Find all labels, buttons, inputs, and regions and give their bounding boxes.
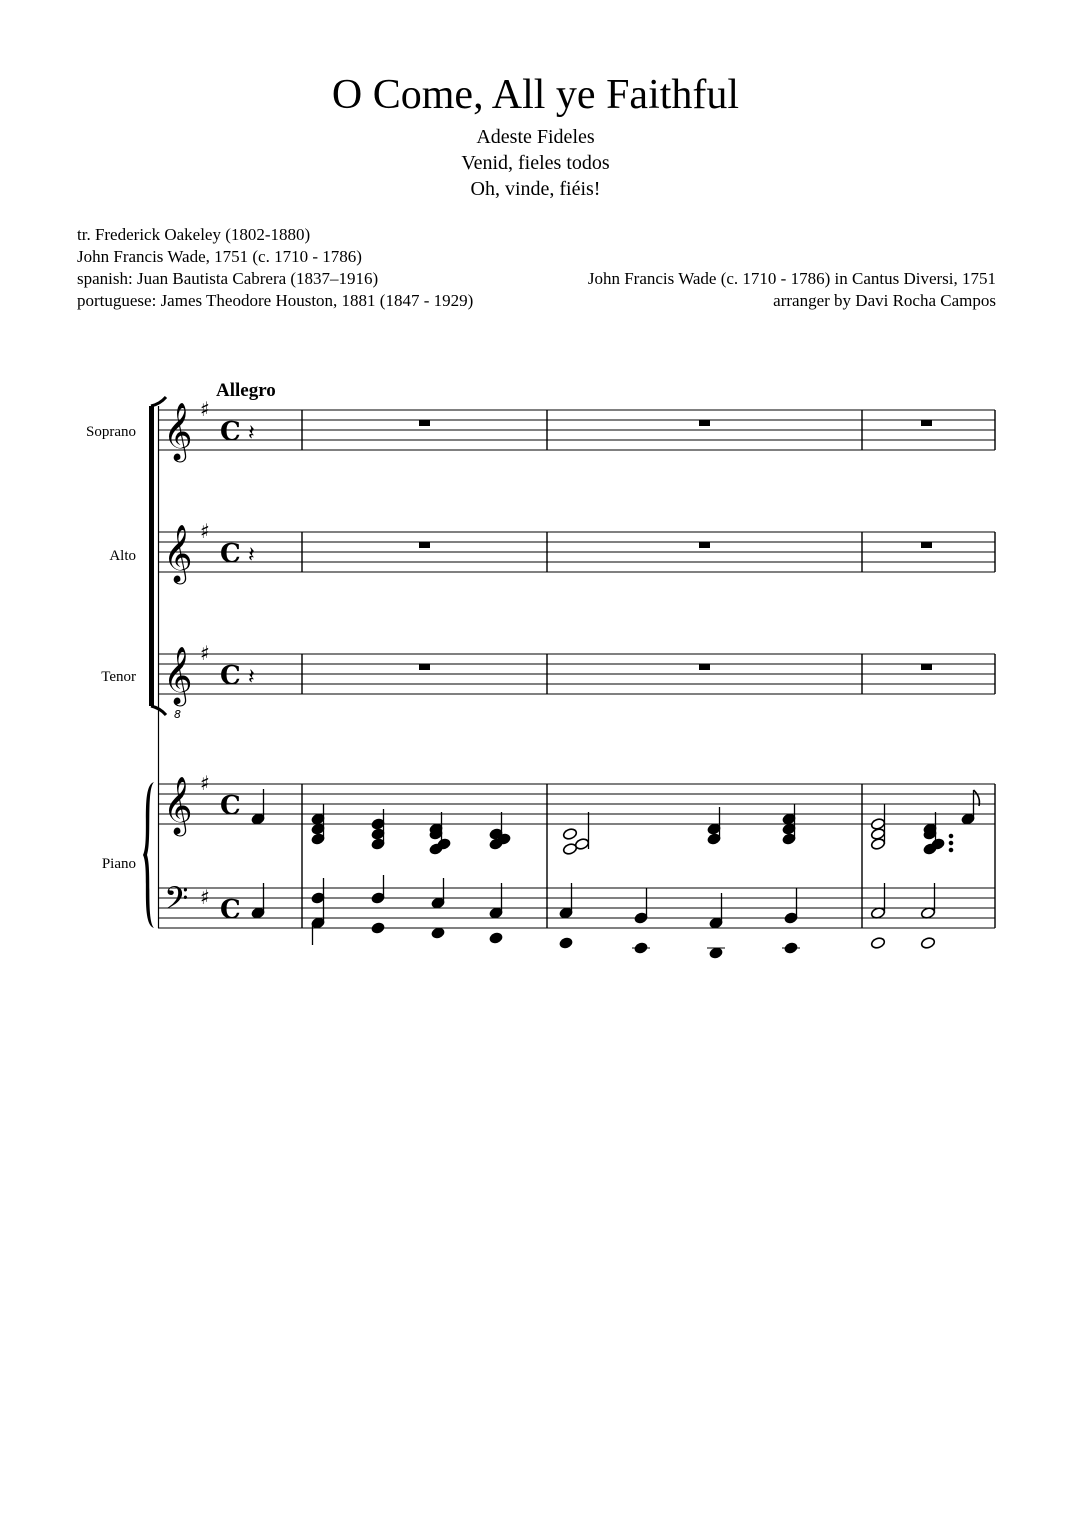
score-title: O Come, All ye Faithful: [331, 72, 740, 118]
staff-label-piano: Piano: [101, 856, 136, 872]
credit-translator: tr. Frederick Oakeley (1802-1880): [77, 225, 311, 244]
common-time-icon: C: [220, 539, 241, 569]
common-time-icon: C: [220, 791, 241, 821]
credit-source: John Francis Wade (c. 1710 - 1786) in Cantus Diversi, 1751: [587, 269, 996, 288]
common-time-icon: C: [220, 661, 241, 691]
octave-eight-icon: 8: [174, 708, 181, 721]
sharp-icon: ♯: [200, 885, 210, 909]
treble-clef-icon: 𝄞: [163, 524, 193, 582]
subtitle-latin: Adeste Fideles: [476, 126, 595, 148]
treble-8vb-clef-icon: 𝄞: [163, 646, 193, 704]
common-time-icon: C: [220, 895, 241, 925]
barlines: [302, 410, 995, 928]
whole-rests: [419, 420, 932, 670]
treble-clef-icon: 𝄞: [163, 776, 193, 834]
credit-portuguese: portuguese: James Theodore Houston, 1881 (1847 - 1929): [77, 291, 474, 310]
piano-brace: [143, 782, 154, 928]
sharp-icon: ♯: [200, 397, 210, 421]
staff-alto: [158, 532, 995, 572]
bass-clef-icon: 𝄢: [164, 880, 189, 924]
sharp-icon: ♯: [200, 771, 210, 795]
common-time-icon: C: [220, 417, 241, 447]
staff-label-soprano: Soprano: [86, 424, 136, 440]
subtitle-spanish: Venid, fieles todos: [461, 152, 610, 174]
staff-label-tenor: Tenor: [101, 669, 136, 685]
quarter-rest-icon: 𝄽: [248, 665, 255, 690]
subtitle-portuguese: Oh, vinde, fiéis!: [470, 178, 601, 200]
tempo-marking: Allegro: [216, 380, 276, 401]
staff-soprano: [158, 410, 995, 450]
sharp-icon: ♯: [200, 519, 210, 543]
staff-tenor: [158, 654, 995, 694]
credit-spanish: spanish: Juan Bautista Cabrera (1837–1916): [77, 269, 379, 288]
quarter-rest-icon: 𝄽: [248, 543, 255, 568]
credit-composer: John Francis Wade, 1751 (c. 1710 - 1786): [77, 247, 362, 266]
quarter-rest-icon: 𝄽: [248, 421, 255, 446]
staff-label-alto: Alto: [109, 548, 136, 564]
treble-clef-icon: 𝄞: [163, 402, 193, 460]
piano-treble-notes: [251, 789, 980, 855]
staff-piano-treble: [158, 784, 995, 824]
staff-piano-bass: [158, 888, 995, 928]
sharp-icon: ♯: [200, 641, 210, 665]
credit-arranger: arranger by Davi Rocha Campos: [773, 291, 996, 310]
